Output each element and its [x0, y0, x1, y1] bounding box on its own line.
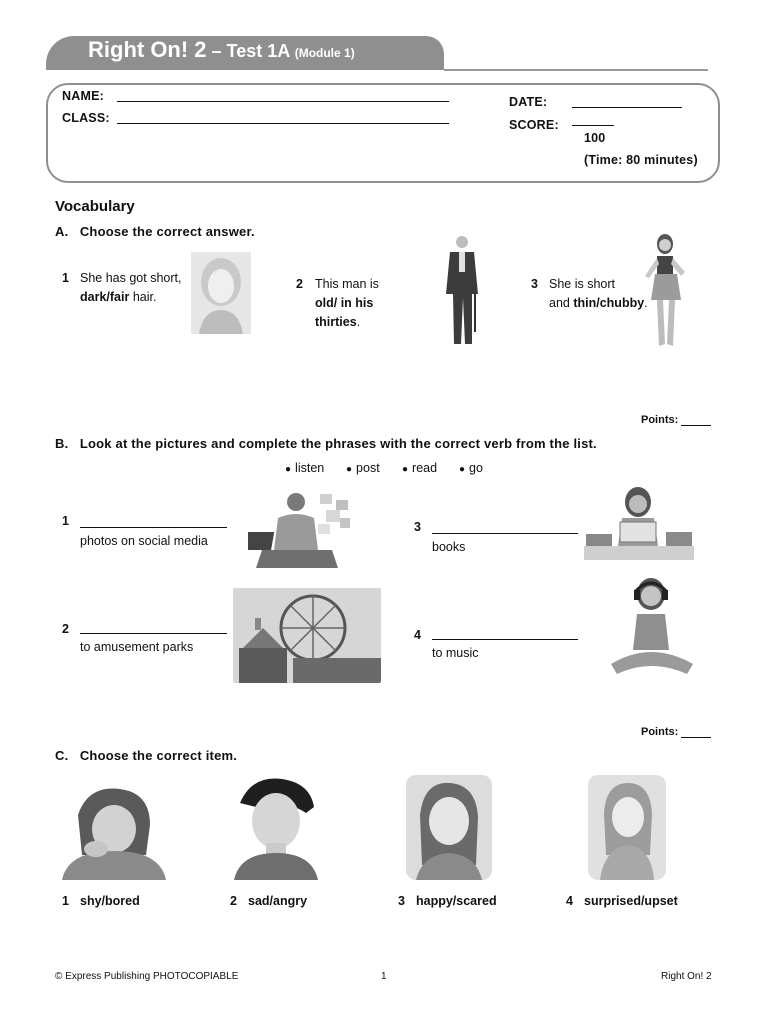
exercise-b-points — [641, 726, 711, 738]
score-field[interactable] — [572, 125, 614, 126]
title-module: (Module 1) — [294, 46, 355, 60]
exercise-a-heading — [55, 224, 255, 239]
verb-go: go — [469, 461, 483, 475]
a-item-3-girl-photo — [641, 232, 691, 352]
c-item-3-scared-girl-picture — [406, 775, 492, 880]
verb-list-item: ● listen — [285, 461, 325, 475]
date-field[interactable] — [572, 107, 682, 108]
verb-post: post — [356, 461, 380, 475]
a-item-2-line3[interactable]: thirties — [315, 315, 357, 329]
page-title — [88, 37, 355, 63]
b-item-3-reading-photo — [584, 482, 694, 562]
a-item-3-line1: She is short — [549, 277, 616, 291]
a-item-3-options[interactable]: thin/chubby — [573, 296, 645, 310]
score-total: 100 — [584, 131, 606, 145]
verb-list-item: ● post — [346, 461, 380, 475]
b-item-3-answer-field[interactable] — [432, 533, 578, 534]
b-item-1-social-media-photo — [248, 488, 354, 576]
c-item-1-number: 1 — [62, 894, 69, 908]
verb-list-item: ● go — [459, 461, 483, 475]
c-item-1-bored-girl-picture — [58, 785, 168, 880]
verb-listen: listen — [295, 461, 325, 475]
c-item-1-options[interactable]: shy/bored — [80, 894, 140, 908]
b-item-2-number: 2 — [62, 622, 69, 636]
a-item-2-number: 2 — [296, 277, 303, 291]
a-item-1-number: 1 — [62, 271, 69, 285]
exercise-b-points-label: Points: — [641, 726, 679, 738]
exercise-a-points-label: Points: — [641, 414, 679, 426]
exercise-a-points-field[interactable] — [681, 425, 711, 426]
a-item-3-prefix: and — [549, 296, 574, 310]
b-item-4-answer-field[interactable] — [432, 639, 578, 640]
footer-book-title: Right On! 2 — [661, 971, 712, 982]
exercise-a-letter: A. — [55, 224, 69, 239]
exercise-b-instruction: Look at the pictures and complete the phrases with the correct verb from the list. — [79, 436, 597, 451]
date-label: DATE: — [509, 95, 548, 109]
b-item-2-answer-field[interactable] — [80, 633, 227, 634]
b-item-1-number: 1 — [62, 514, 69, 528]
c-item-4-options[interactable]: surprised/upset — [584, 894, 678, 908]
b-item-2-phrase: to amusement parks — [80, 640, 194, 654]
a-item-1-options[interactable]: dark/fair — [80, 290, 130, 304]
name-label: NAME: — [62, 89, 104, 103]
b-item-1-answer-field[interactable] — [80, 527, 227, 528]
title-main: Right On! 2 — [88, 37, 207, 62]
exercise-c-letter: C. — [55, 748, 69, 763]
class-field[interactable] — [117, 123, 449, 124]
a-item-1-text — [80, 269, 195, 307]
a-item-2-period: . — [356, 315, 361, 329]
c-item-3-options[interactable]: happy/scared — [416, 894, 497, 908]
time-text: (Time: 80 minutes) — [584, 153, 698, 167]
a-item-1-line1: She has got short, — [80, 271, 182, 285]
a-item-1-woman-photo — [191, 252, 251, 334]
student-info-box — [46, 83, 720, 183]
exercise-a-instruction: Choose the correct answer. — [79, 224, 255, 239]
title-test: – Test 1A — [206, 41, 291, 61]
section-title: Vocabulary — [55, 198, 135, 215]
name-field[interactable] — [117, 101, 449, 102]
c-item-2-options[interactable]: sad/angry — [248, 894, 308, 908]
title-divider — [444, 69, 708, 71]
c-item-3-number: 3 — [398, 894, 405, 908]
a-item-3-rest: . — [644, 296, 648, 310]
exercise-b-heading — [55, 436, 597, 451]
b-item-2-amusement-park-photo — [233, 588, 381, 683]
c-item-4-surprised-girl-picture — [588, 775, 666, 880]
class-label: CLASS: — [62, 111, 110, 125]
exercise-c-instruction: Choose the correct item. — [79, 748, 238, 763]
score-label: SCORE: — [509, 118, 559, 132]
verb-list-item: ● read — [402, 461, 438, 475]
a-item-2-text — [315, 275, 425, 332]
exercise-b-letter: B. — [55, 436, 69, 451]
footer-page-number: 1 — [381, 971, 387, 982]
b-item-3-number: 3 — [414, 520, 421, 534]
a-item-2-man-photo — [440, 234, 485, 350]
c-item-2-sad-boy-picture — [226, 773, 326, 880]
a-item-3-number: 3 — [531, 277, 538, 291]
exercise-c-heading — [55, 748, 237, 763]
b-item-4-number: 4 — [414, 628, 421, 642]
exercise-a-points — [641, 414, 711, 426]
c-item-4-number: 4 — [566, 894, 573, 908]
exercise-b-points-field[interactable] — [681, 737, 711, 738]
b-item-4-music-photo — [607, 574, 697, 682]
b-item-3-phrase: books — [432, 540, 466, 554]
a-item-1-rest: hair. — [129, 290, 157, 304]
a-item-2-line1: This man is — [315, 277, 379, 291]
b-item-1-phrase: photos on social media — [80, 534, 208, 548]
footer-copyright: © Express Publishing PHOTOCOPIABLE — [55, 971, 239, 982]
verb-read: read — [412, 461, 438, 475]
a-item-2-options[interactable]: old/ in his — [315, 296, 374, 310]
b-item-4-phrase: to music — [432, 646, 479, 660]
c-item-2-number: 2 — [230, 894, 237, 908]
